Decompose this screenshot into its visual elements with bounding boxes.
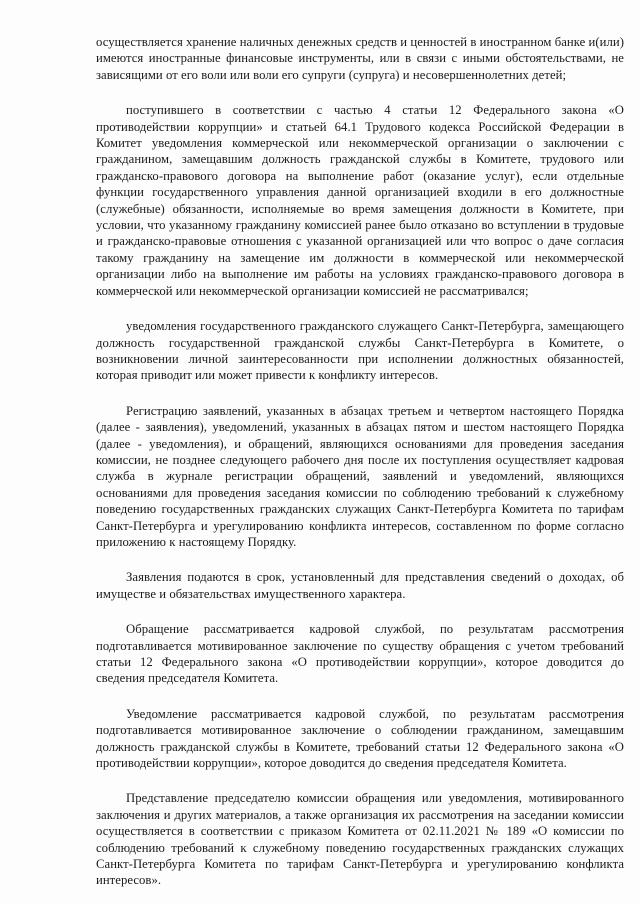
paragraph-conflict-notice: уведомления государственного гражданского служащего Санкт-Петербурга, замещающего должность государственной гражданской службы Санкт-Петербурга в Комитете, о возникновении личной заинтересованности при исполнении должностных обязанностей, которая приводит или может привести к конфликту интересов. (96, 319, 624, 383)
paragraph-organization-notice: поступившего в соответствии с частью 4 статьи 12 Федерального закона «О противодействии коррупции» и статьей 64.1 Трудового кодекса Российской Федерации в Комитет уведомления коммерческой или некоммерческой организации о заключении с гражданином, замещавшим должность гражданской службы в Комитете, трудового или гражданско-правового договора на выполнение работ (оказание услуг), если отдельные функции государственного управления данной организацией входили в его должностные (служебные) обязанности, исполняемые во время замещения должности в Комитете, при условии, что указанному гражданину комиссией ранее было отказано во вступлении в трудовые и гражданско-правовые отношения с указанной организацией или что вопрос о даче согласия такому гражданину на замещение им должности в коммерческой или некоммерческой организации либо на выполнение им работы на условиях гражданско-правового договора в коммерческой или некоммерческой организации комиссией не рассматривался; (96, 103, 624, 298)
paragraph-commission-submission: Представление председателю комиссии обращения или уведомления, мотивированного заключения и других материалов, а также организация их рассмотрения на заседании комиссии осуществляется в соответствии с приказом Комитета от 02.11.2021 № 189 «О комиссии по соблюдению требований к служебному поведению государственных гражданских служащих Санкт-Петербурга Комитета по тарифам Санкт-Петербурга и урегулированию конфликта интересов». (96, 791, 624, 888)
paragraph-registration: Регистрацию заявлений, указанных в абзацах третьем и четвертом настоящего Порядка (далее - заявления), уведомлений, указанных в абзацах пятом и шестом настоящего Порядка (далее - уведомления), и обращений, являющихся основаниями для проведения заседания комиссии, не позднее следующего рабочего дня после их поступления осуществляет кадровая служба в журнале регистрации обращений, заявлений и уведомлений, являющихся основаниями для проведения заседания комиссии по соблюдению требований к служебному поведению государственных гражданских служащих Санкт-Петербурга Комитета по тарифам Санкт-Петербурга и урегулированию конфликта интересов, составленном по форме согласно приложению к настоящему Порядку. (96, 403, 624, 549)
paragraph-appeal-review: Обращение рассматривается кадровой службой, по результатам рассмотрения подготавливается мотивированное заключение по существу обращения с учетом требований статьи 12 Федерального закона «О противодействии коррупции», которое доводится до сведения председателя Комитета. (96, 622, 624, 686)
paragraph-notice-review: Уведомление рассматривается кадровой службой, по результатам рассмотрения подготавливается мотивированное заключение о соблюдении гражданином, замещавшим должность гражданской службы в Комитете, требований статьи 12 Федерального закона «О противодействии коррупции», которое доводится до сведения председателя Комитета. (96, 706, 624, 771)
paragraph-submission-deadline: Заявления подаются в срок, установленный для представления сведений о доходах, об имуществе и обязательствах имущественного характера. (96, 570, 624, 601)
paragraph-foreign-bank-continuation: осуществляется хранение наличных денежных средств и ценностей в иностранном банке и(или) имеются иностранные финансовые инструменты, или в связи с иными обстоятельствами, не зависящими от его воли или воли его супруги (супруга) и несовершеннолетних детей; (96, 35, 624, 82)
